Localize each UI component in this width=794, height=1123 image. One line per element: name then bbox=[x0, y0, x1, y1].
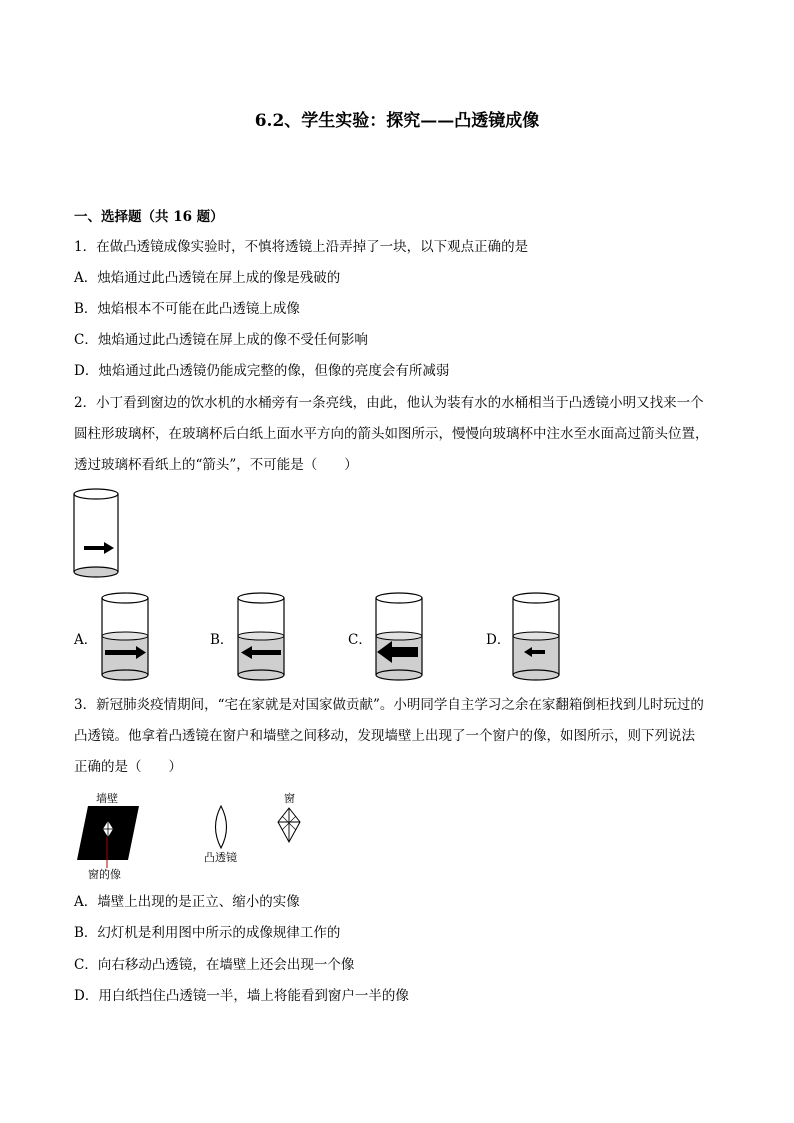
convex-lens-icon bbox=[211, 805, 231, 849]
q2-stem-line-1: 2．小丁看到窗边的饮水机的水桶旁有一条亮线，由此，他认为装有水的水桶相当于凸透镜小明又找来一个 bbox=[74, 395, 704, 411]
q2-option-d-label: D． bbox=[486, 632, 511, 648]
q2-main-figure bbox=[72, 486, 122, 580]
q3-option-c: C．向右移动凸透镜，在墙壁上还会出现一个像 bbox=[74, 957, 355, 973]
q2-option-b-figure bbox=[236, 591, 288, 683]
q1-option-c: C．烛焰通过此凸透镜在屏上成的像不受任何影响 bbox=[74, 332, 368, 348]
q3-stem-line-3: 正确的是（ ） bbox=[74, 759, 182, 775]
q3-option-a: A．墙壁上出现的是正立、缩小的实像 bbox=[74, 894, 300, 910]
window-icon bbox=[276, 806, 302, 844]
q3-wall-figure bbox=[76, 804, 140, 870]
q3-stem-line-2: 凸透镜。他拿着凸透镜在窗户和墙壁之间移动，发现墙壁上出现了一个窗户的像，如图所示，则下列说法 bbox=[74, 728, 695, 744]
q1-option-b: B．烛焰根本不可能在此凸透镜上成像 bbox=[74, 301, 300, 317]
label-window: 窗 bbox=[284, 792, 295, 805]
q3-stem-line-1: 3．新冠肺炎疫情期间，“宅在家就是对国家做贡献”。小明同学自主学习之余在家翻箱倒柜找到儿时玩过的 bbox=[74, 697, 704, 713]
section-heading: 一、选择题（共 16 题） bbox=[74, 209, 224, 225]
q3-option-d: D．用白纸挡住凸透镜一半，墙上将能看到窗户一半的像 bbox=[74, 988, 409, 1004]
label-wall: 墙壁 bbox=[96, 792, 118, 805]
q2-option-d-figure bbox=[511, 591, 563, 683]
q2-stem-line-2: 圆柱形玻璃杯，在玻璃杯后白纸上面水平方向的箭头如图所示，慢慢向玻璃杯中注水至水面高过箭头位置， bbox=[74, 426, 709, 442]
q2-stem-line-3: 透过玻璃杯看纸上的“箭头”，不可能是（ ） bbox=[74, 457, 358, 473]
q2-option-a-label: A． bbox=[74, 632, 98, 648]
q3-option-b: B．幻灯机是利用图中所示的成像规律工作的 bbox=[74, 925, 341, 941]
label-window-image: 窗的像 bbox=[88, 868, 121, 881]
q2-option-a-figure bbox=[100, 591, 152, 683]
label-lens: 凸透镜 bbox=[204, 851, 237, 864]
q2-option-c-figure bbox=[374, 591, 426, 683]
q1-option-a: A．烛焰通过此凸透镜在屏上成的像是残破的 bbox=[74, 270, 341, 286]
q2-option-c-label: C． bbox=[348, 632, 372, 648]
q1-option-d: D．烛焰通过此凸透镜仍能成完整的像，但像的亮度会有所减弱 bbox=[74, 363, 450, 379]
arrow-right-icon bbox=[84, 542, 114, 554]
page-title: 6.2、学生实验：探究——凸透镜成像 bbox=[254, 111, 540, 131]
q2-option-b-label: B． bbox=[210, 632, 234, 648]
q1-stem: 1．在做凸透镜成像实验时，不慎将透镜上沿弄掉了一块，以下观点正确的是 bbox=[74, 239, 529, 255]
